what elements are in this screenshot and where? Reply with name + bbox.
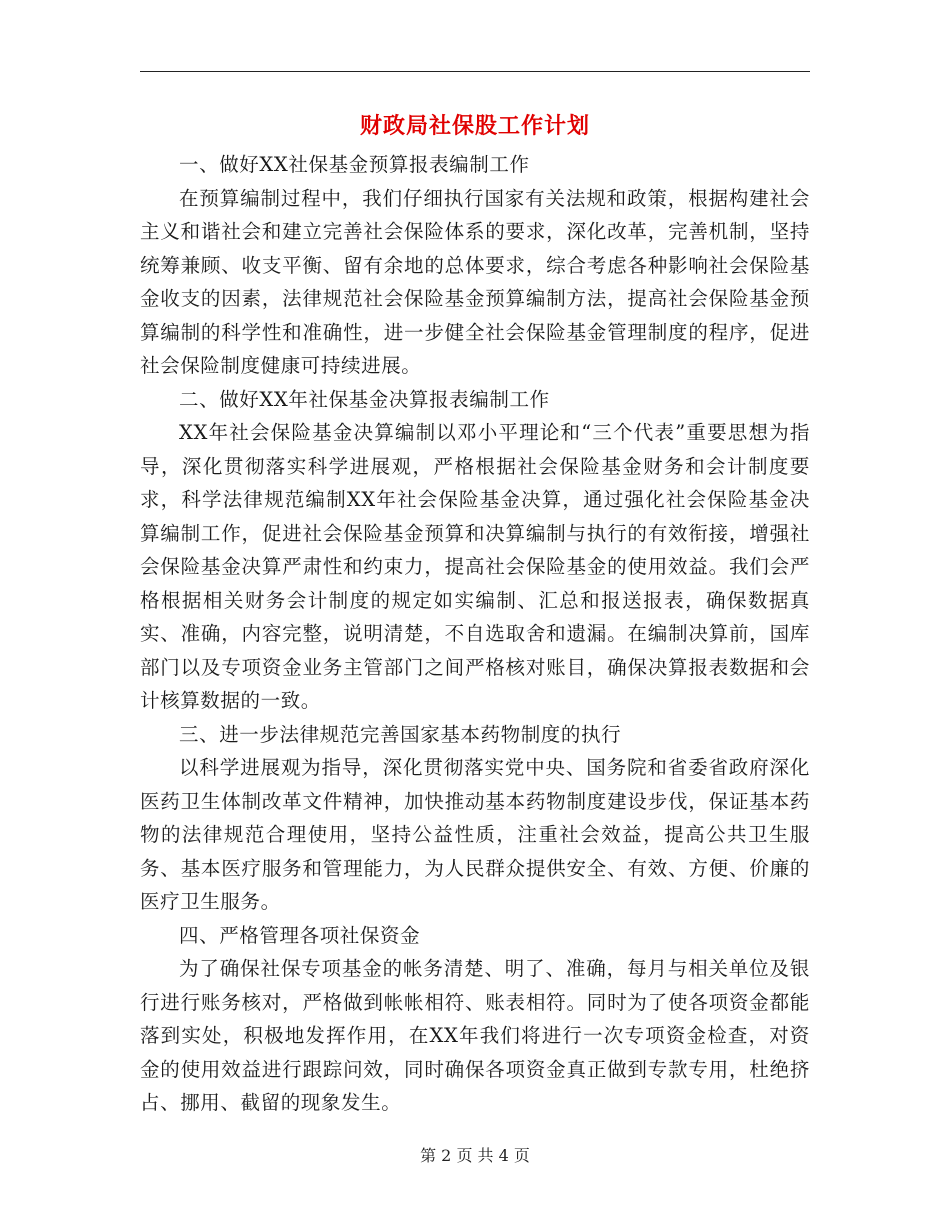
section-body-4: 为了确保社保专项基金的帐务清楚、明了、准确，每月与相关单位及银行进行账务核对，严格做到帐帐相符、账表相符。同时为了使各项资金都能落到实处，积极地发挥作用，在XX年我们将进行一次专项资金检查，对资金的使用效益进行跟踪问效，同时确保各项资金真正做到专款专用，杜绝挤占、挪用、截留的现象发生。	[140, 957, 810, 1114]
document-title: 财政局社保股工作计划	[359, 113, 590, 139]
section-heading-4: 四、严格管理各项社保资金	[179, 923, 421, 947]
header-rule	[140, 71, 810, 72]
section-heading-1: 一、做好XX社保基金预算报表编制工作	[179, 153, 530, 176]
section-body-2: XX年社会保险基金决算编制以邓小平理论和“三个代表”重要思想为指导，深化贯彻落实科学进展观，严格根据社会保险基金财务和会计制度要求，科学法律规范编制XX年社会保险基金决算，通过强化社会保险基金决算编制工作，促进社会保险基金预算和决算编制与执行的有效衔接，增强社会保险基金决算严肃性和约束力，提高社会保险基金的使用效益。我们会严格根据相关财务会计制度的规定如实编制、汇总和报送报表，确保数据真实、准确，内容完整，说明清楚，不自选取舍和遗漏。在编制决算前，国库部门以及专项资金业务主管部门之间严格核对账目，确保决算报表数据和会计核算数据的一致。	[140, 421, 810, 712]
page-footer: 第 2 页 共 4 页	[420, 1146, 530, 1165]
section-body-1: 在预算编制过程中，我们仔细执行国家有关法规和政策，根据构建社会主义和谐社会和建立完善社会保险体系的要求，深化改革，完善机制，坚持统筹兼顾、收支平衡、留有余地的总体要求，综合考虑各种影响社会保险基金收支的因素，法律规范社会保险基金预算编制方法，提高社会保险基金预算编制的科学性和准确性，进一步健全社会保险基金管理制度的程序，促进社会保险制度健康可持续进展。	[140, 186, 810, 377]
section-heading-2: 二、做好XX年社保基金决算报表编制工作	[179, 387, 550, 411]
document-body	[140, 148, 810, 1120]
section-heading-3: 三、进一步法律规范完善国家基本药物制度的执行	[179, 722, 622, 746]
section-body-3: 以科学进展观为指导，深化贯彻落实党中央、国务院和省委省政府深化医药卫生体制改革文件精神，加快推动基本药物制度建设步伐，保证基本药物的法律规范合理使用，坚持公益性质，注重社会效益，提高公共卫生服务、基本医疗服务和管理能力，为人民群众提供安全、有效、方便、价廉的医疗卫生服务。	[140, 756, 810, 913]
